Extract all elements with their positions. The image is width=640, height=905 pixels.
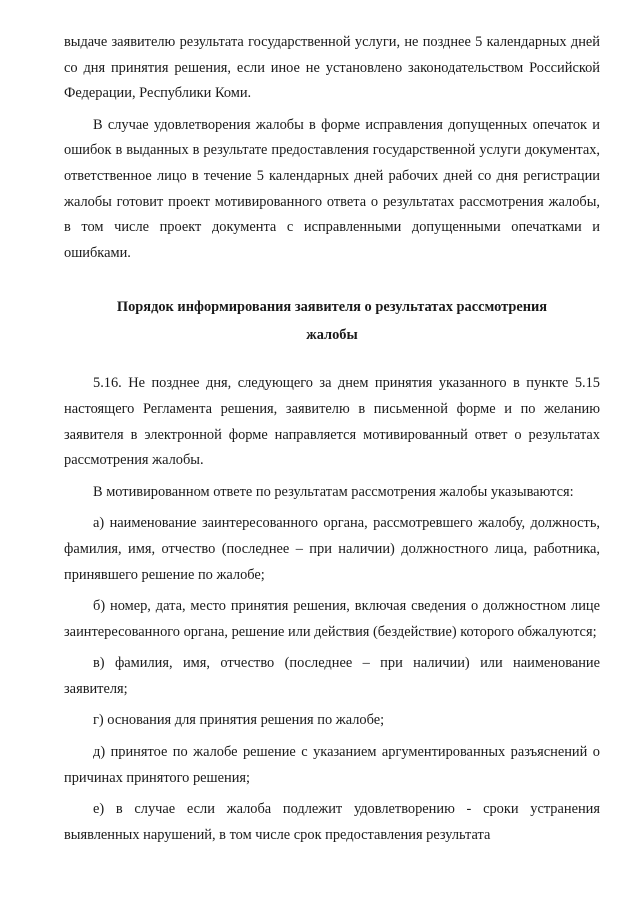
list-item-d: д) принятое по жалобе решение с указанием аргументированных разъяснений о причинах принятого решения; [64,744,600,786]
list-item-g: г) основания для принятия решения по жалобе; [93,712,385,729]
paragraph-indicated: В мотивированном ответе по результатам рассмотрения жалобы указываются: [93,483,574,500]
list-item-v: в) фамилия, имя, отчество (последнее – при наличии) или наименование заявителя; [64,655,600,697]
paragraph-5-16: 5.16. Не позднее дня, следующего за днем принятия указанного в пункте 5.15 настоящего Регламента решения, заявителю в письменной форме и по желанию заявителя в электронной форме направляется мотивированный ответ о результатах рассмотрения жалобы. [64,375,600,469]
list-item-a: а) наименование заинтересованного органа, рассмотревшего жалобу, должность, фамилия, имя, отчество (последнее – при наличии) должностного лица, работника, принявшего решение по жалобе; [64,515,600,583]
section-heading [64,293,600,349]
list-item-b: б) номер, дата, место принятия решения, включая сведения о должностном лице заинтересованного органа, решение или действия (бездействие) которого обжалуются; [64,598,600,640]
section-heading-line-2: жалобы [306,327,358,344]
list-item-e: е) в случае если жалоба подлежит удовлетворению - сроки устранения выявленных нарушений, в том числе срок предоставления результата [64,801,600,843]
paragraph-correction: В случае удовлетворения жалобы в форме исправления допущенных опечаток и ошибок в выданных в результате предоставления государственной услуги документах, ответственное лицо в течение 5 календарных дней рабочих дней со дня регистрации жалобы готовит проект мотивированного ответа о результатах рассмотрения жалобы, в том числе проект документа с исправленными допущенными опечатками и ошибками. [64,116,600,261]
paragraph-continuation: выдаче заявителю результата государственной услуги, не позднее 5 календарных дней со дня принятия решения, если иное не установлено законодательством Российской Федерации, Республики Коми. [64,34,600,102]
document-body [64,30,600,848]
section-heading-line-1: Порядок информирования заявителя о результатах рассмотрения [116,299,548,316]
